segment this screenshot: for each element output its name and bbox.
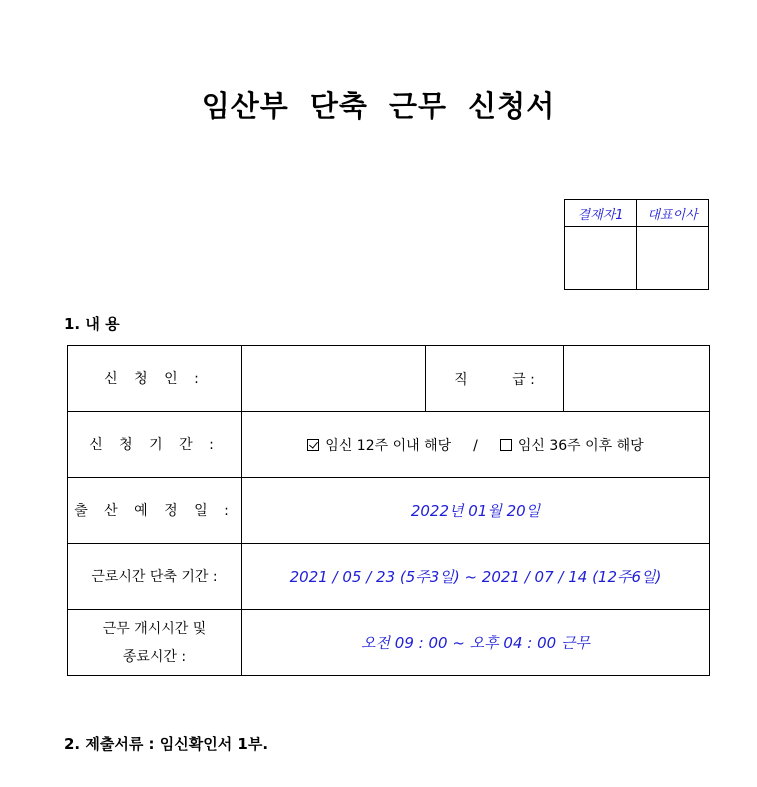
work-hours-label-line1: 근무 개시시간 및 [102,620,207,637]
section1-heading: 1. 내 용 [64,315,120,333]
period-option1-label: 임신 12주 이내 해당 [325,437,452,454]
due-date-label: 출 산 예 정 일 : [68,478,242,544]
due-date-row [68,478,710,544]
period-label: 신 청 기 간 : [68,412,242,478]
approval-table [564,199,709,290]
reduction-period-label: 근로시간 단축 기간 : [68,544,242,610]
applicant-label: 신 청 인 : [68,346,242,412]
due-date-value[interactable]: 2022년 01월 20일 [242,478,710,544]
period-option1-checkbox[interactable] [307,439,319,451]
work-hours-row [68,610,710,676]
work-hours-label [68,610,242,676]
rank-value[interactable] [564,346,710,412]
applicant-row [68,346,710,412]
ceo-signature-box[interactable] [637,227,709,290]
work-hours-value[interactable]: 오전 09 : 00 ~ 오후 04 : 00 근무 [242,610,710,676]
period-options [242,412,710,478]
period-separator: / [473,437,478,454]
ceo-header: 대표이사 [637,200,709,227]
rank-label: 직 급 : [426,346,564,412]
approver1-signature-box[interactable] [565,227,637,290]
section2-heading: 2. 제출서류 : 임신확인서 1부. [64,735,269,753]
reduction-period-value[interactable]: 2021 / 05 / 23 (5주3일) ~ 2021 / 07 / 14 (12주6일) [242,544,710,610]
approver1-header: 결재자1 [565,200,637,227]
reduction-period-row [68,544,710,610]
applicant-value[interactable] [242,346,426,412]
application-table [67,345,710,676]
document-title: 임산부 단축 근무 신청서 [201,89,556,123]
period-row [68,412,710,478]
period-option2-checkbox[interactable] [500,439,512,451]
work-hours-label-line2: 종료시간 : [122,648,187,665]
period-option2-label: 임신 36주 이후 해당 [517,437,644,454]
